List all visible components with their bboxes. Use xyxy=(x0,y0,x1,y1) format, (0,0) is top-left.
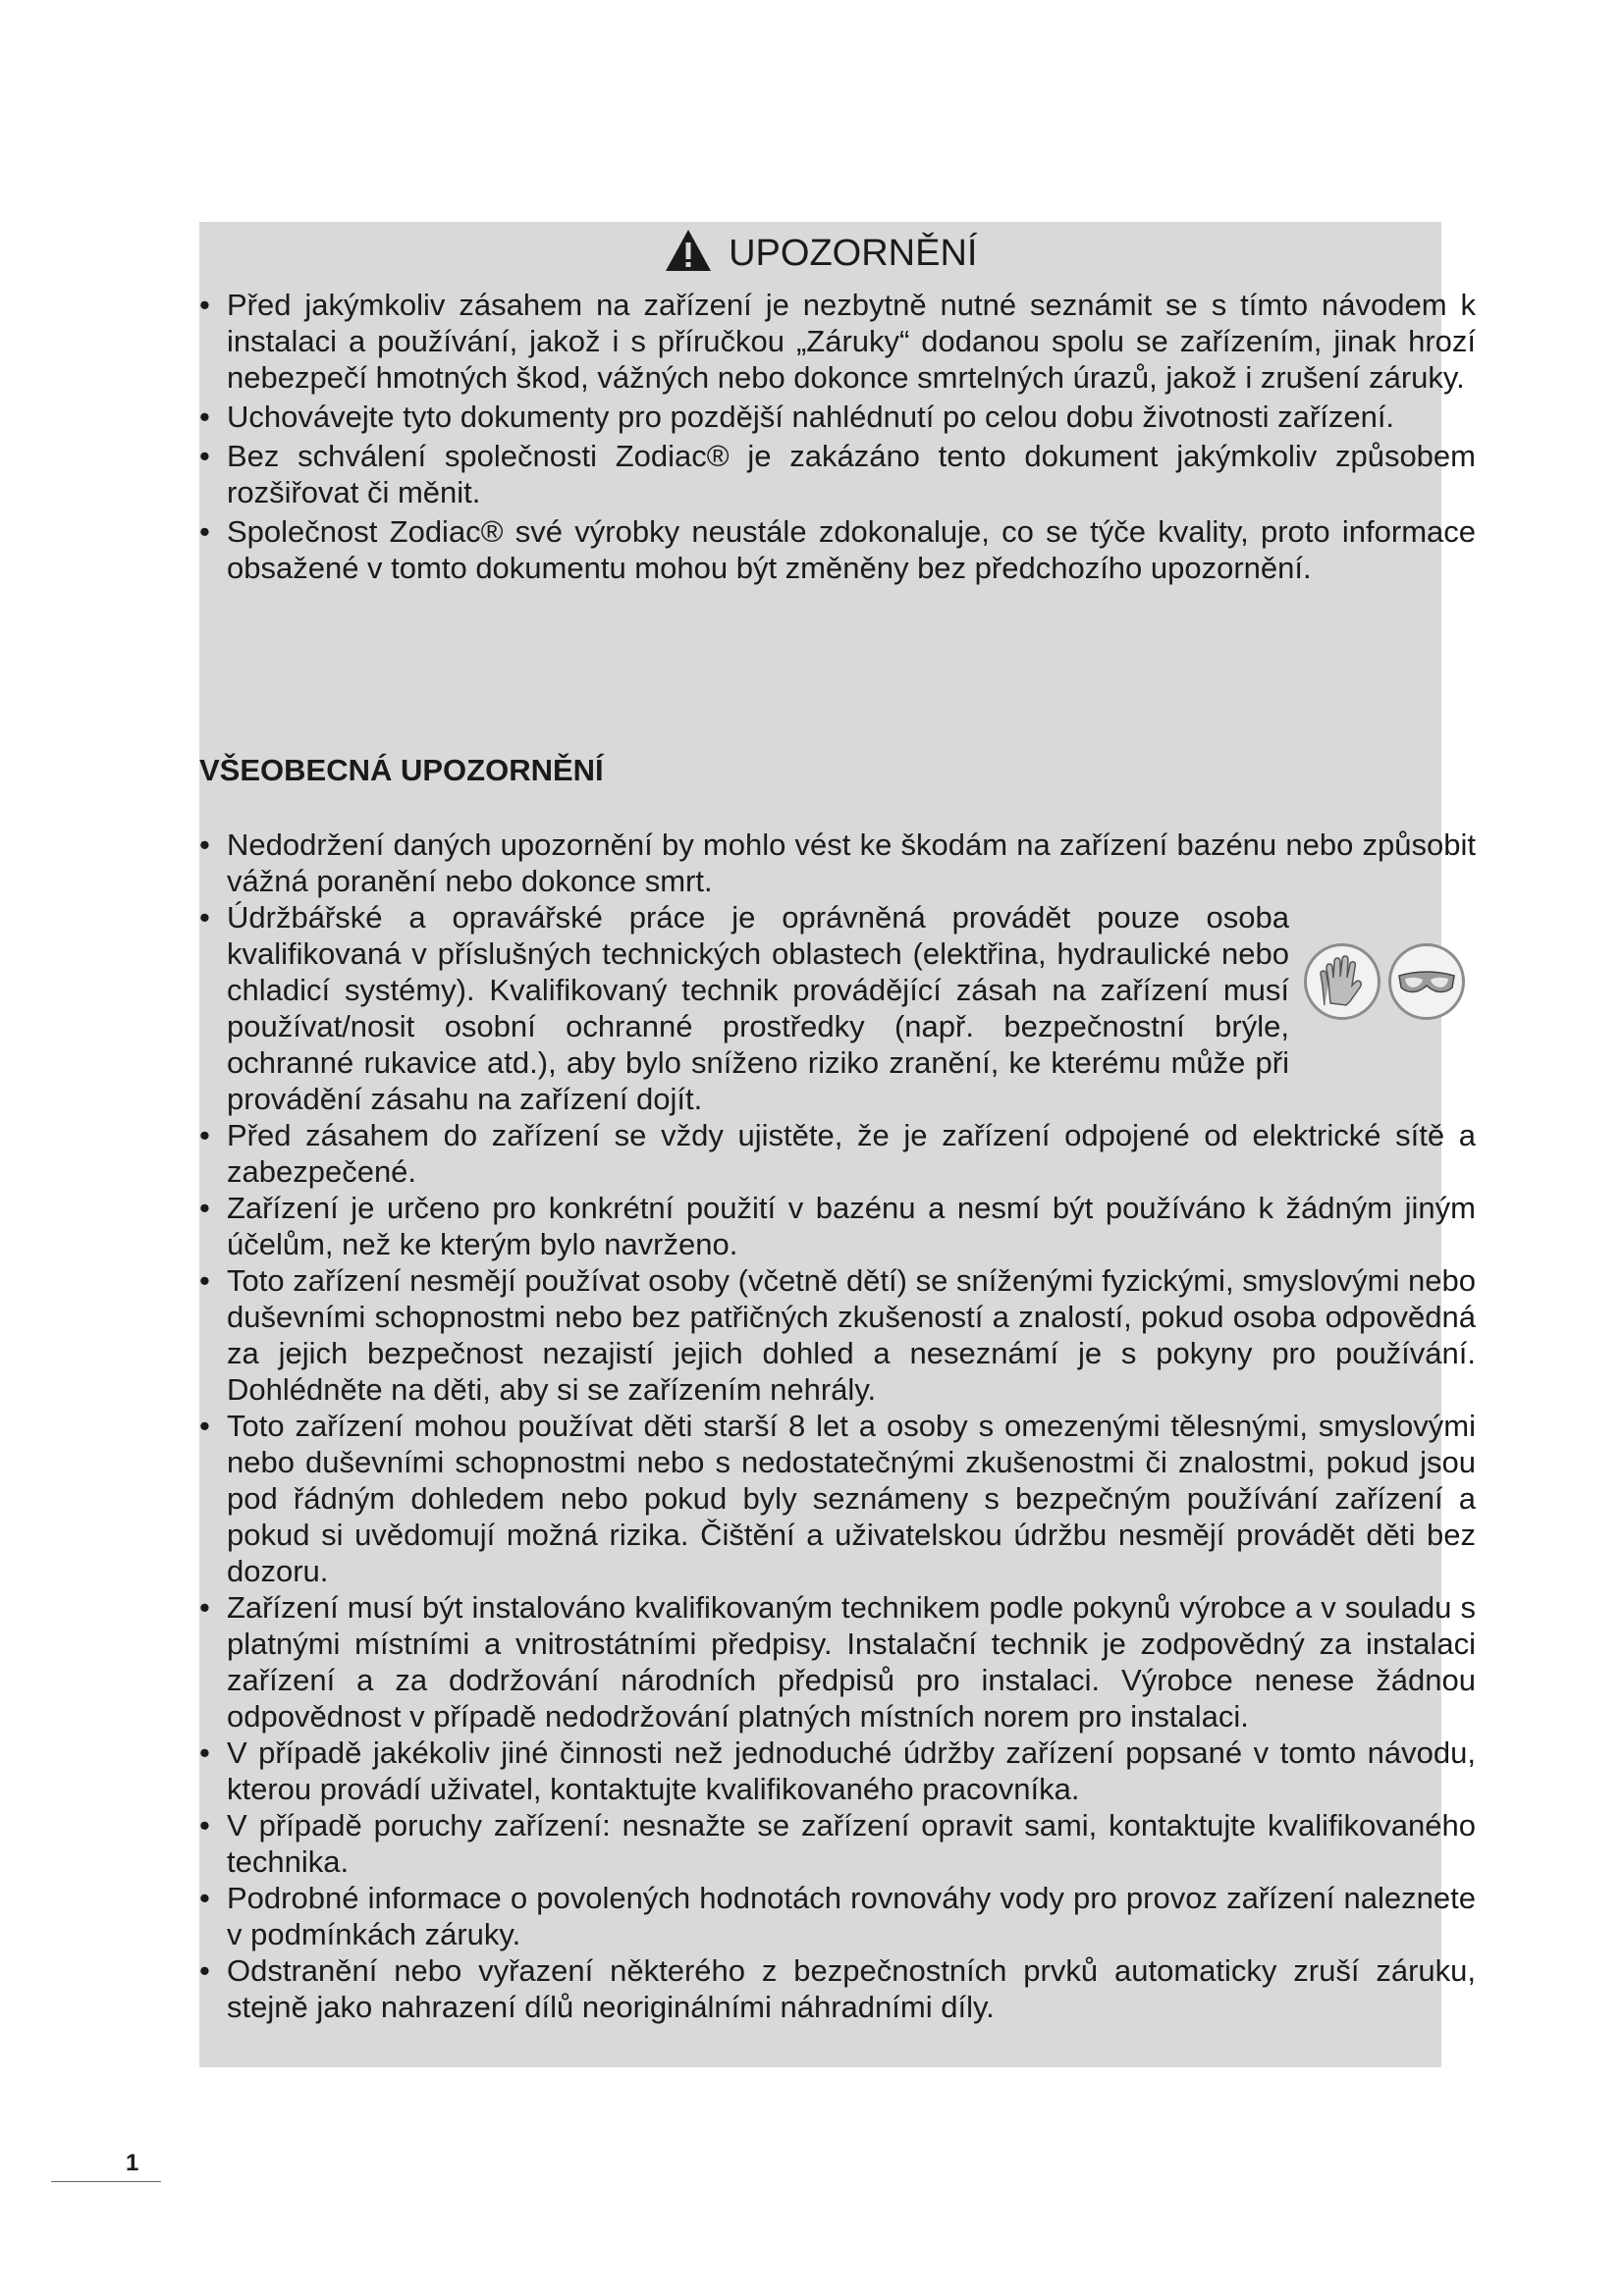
list-item: • Nedodržení daných upozornění by mohlo vést ke škodám na zařízení bazénu nebo způsobit vážná poranění nebo dokonce smrt. xyxy=(199,827,1476,899)
list-item: • Uchovávejte tyto dokumenty pro pozdější nahlédnutí po celou dobu životnosti zařízení. xyxy=(199,399,1476,435)
list-item: • Před zásahem do zařízení se vždy ujistěte, že je zařízení odpojené od elektrické sítě a zabezpečené. xyxy=(199,1117,1476,1190)
list-item: • V případě poruchy zařízení: nesnažte se zařízení opravit sami, kontaktujte kvalifikovaného technika. xyxy=(199,1807,1476,1880)
list-item: • Toto zařízení nesmějí používat osoby (včetně dětí) se sníženými fyzickými, smyslovými nebo duševními schopnostmi nebo bez patřičných zkušeností a znalostí, pokud osoba odpovědná za jejich bezpečnost nezajistí jejich dohled a neseznámí je s pokyny pro používání. Dohlédněte na děti, aby si se zařízením nehrály. xyxy=(199,1262,1476,1408)
warning-icon xyxy=(664,228,713,273)
section-heading: VŠEOBECNÁ UPOZORNĚNÍ xyxy=(199,753,604,787)
list-item: • Bez schválení společnosti Zodiac® je zakázáno tento dokument jakýmkoliv způsobem rozšiřovat či měnit. xyxy=(199,438,1476,510)
general-list xyxy=(199,827,1476,2025)
safety-glasses-icon xyxy=(1388,943,1465,1020)
warning-title-text: UPOZORNĚNÍ xyxy=(729,232,978,274)
list-item: • Zařízení je určeno pro konkrétní použití v bazénu a nesmí být používáno k žádným jiným účelům, než ke kterým bylo navrženo. xyxy=(199,1190,1476,1262)
list-item: • Zařízení musí být instalováno kvalifikovaným technikem podle pokynů výrobce a v souladu s platnými místními a vnitrostátními předpisy. Instalační technik je zodpovědný za instalaci zařízení a za dodržování národních předpisů pro instalaci. Výrobce nenese žádnou odpovědnost v případě nedodržování platných místních norem pro instalaci. xyxy=(199,1589,1476,1735)
footer-divider xyxy=(51,2181,161,2182)
ppe-icons xyxy=(1304,943,1471,1022)
list-item: • Údržbářské a opravářské práce je oprávněná provádět pouze osoba kvalifikovaná v příslušných technických oblastech (elektřina, hydraulické nebo chladicí systémy). Kvalifikovaný technik provádějící zásah na zařízení musí používat/nosit osobní ochranné prostředky (např. bezpečnostní brýle, ochranné rukavice atd.), aby bylo sníženo riziko zranění, ke kterému může při provádění zásahu na zařízení dojít. xyxy=(199,899,1476,1117)
warning-title xyxy=(199,222,1441,281)
warning-box xyxy=(199,222,1476,2067)
list-item: • Společnost Zodiac® své výrobky neustále zdokonaluje, co se týče kvality, proto informace obsažené v tomto dokumentu mohou být změněny bez předchozího upozornění. xyxy=(199,513,1476,586)
intro-list xyxy=(199,287,1476,589)
page-number: 1 xyxy=(126,2150,139,2176)
gloves-icon xyxy=(1304,943,1380,1020)
list-item: • V případě jakékoliv jiné činnosti než jednoduché údržby zařízení popsané v tomto návodu, kterou provádí uživatel, kontaktujte kvalifikovaného pracovníka. xyxy=(199,1735,1476,1807)
list-item: • Odstranění nebo vyřazení některého z bezpečnostních prvků automaticky zruší záruku, stejně jako nahrazení dílů neoriginálními náhradními díly. xyxy=(199,1952,1476,2025)
list-item: • Toto zařízení mohou používat děti starší 8 let a osoby s omezenými tělesnými, smyslovými nebo duševními schopnostmi nebo s nedostatečnými zkušenostmi či znalostmi, pokud jsou pod řádným dohledem nebo pokud byly seznámeny s bezpečným používání zařízení a pokud si uvědomují možná rizika. Čištění a uživatelskou údržbu nesmějí provádět děti bez dozoru. xyxy=(199,1408,1476,1589)
list-item: • Podrobné informace o povolených hodnotách rovnováhy vody pro provoz zařízení naleznete v podmínkách záruky. xyxy=(199,1880,1476,1952)
list-item: • Před jakýmkoliv zásahem na zařízení je nezbytně nutné seznámit se s tímto návodem k instalaci a používání, jakož i s příručkou „Záruky“ dodanou spolu se zařízením, jinak hrozí nebezpečí hmotných škod, vážných nebo dokonce smrtelných úrazů, jakož i zrušení záruky. xyxy=(199,287,1476,396)
